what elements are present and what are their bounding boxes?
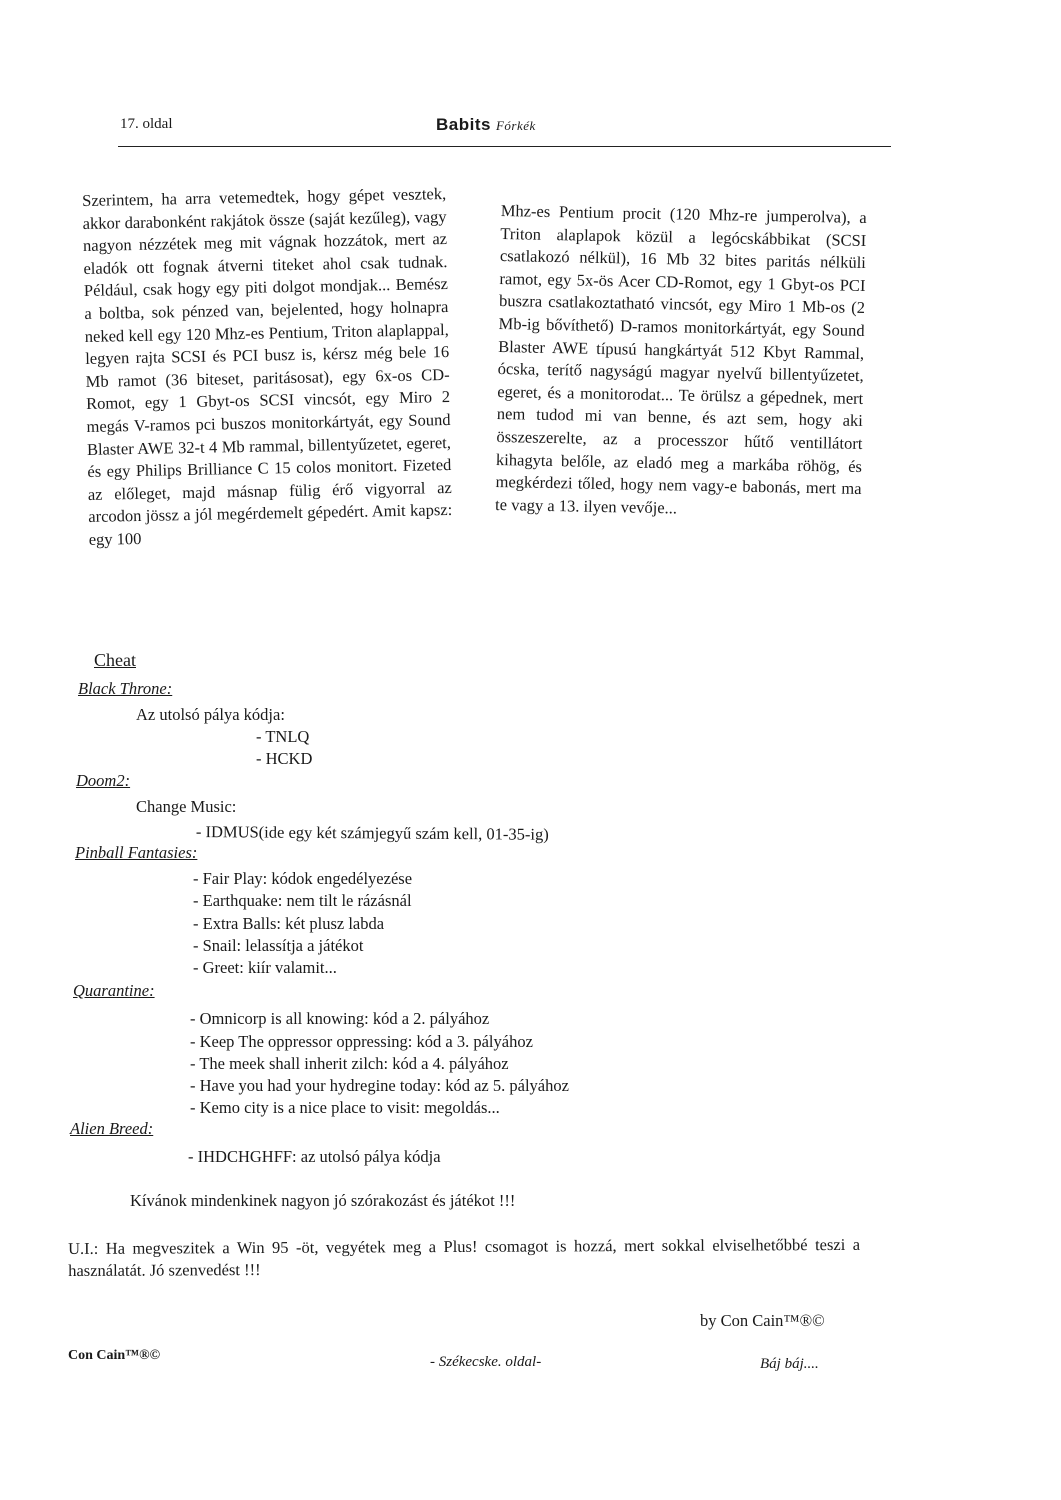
cheat-line: - Extra Balls: két plusz labda	[193, 914, 385, 933]
masthead-script: Fórkék	[495, 118, 536, 133]
byline: by Con Cain™®©	[700, 1311, 825, 1330]
cheat-line: - Earthquake: nem tilt le rázásnál	[193, 891, 412, 910]
cheat-line: - IDMUS(ide egy két számjegyű szám kell, 01-35-ig)	[195, 822, 549, 844]
footer-center: - Székecske. oldal-	[430, 1354, 542, 1370]
game-title-pinball-fantasies: Pinball Fantasies:	[75, 843, 198, 862]
article-right-text: Mhz-es Pentium procit (120 Mhz-re jumperolva), a Triton alaplapok közül a legócskábbikat (SCSI csatlakozó nélkül), 16 Mb 32 bites paritás nélküli ramot, egy 5x-ös Acer CD-Romot, egy 1 Gbyt-os PCI buszra csatlakoztatható vincsót, egy Miro 1 Mb-os (2 Mb-ig bővíthető) D-ramos monitorkártyát, egy Sound Blaster AWE típusú hangkártyát 512 Kbyt Rammal, ócska, terítő nagyságú magyar nyelvű billentyűzetet, egeret, és a monitorodat... Te örülsz a gépednek, mert nem tudod mi van benne, és azt sem, hogy aki összeszerelte, az a processzor hűtő ventillátort kihagyta belőle, az eladó meg a markába röhög, és megkérdezi tőled, hogy nem vagy-e babonás, mert ma te vagy a 13. ilyen vevője...	[494, 200, 867, 518]
cheat-line: - IHDCHGHFF: az utolsó pálya kódja	[188, 1147, 441, 1166]
cheat-line: - Snail: lelassítja a játékot	[193, 936, 364, 955]
cheat-line: - TNLQ	[256, 727, 310, 746]
cheat-line: - Greet: kiír valamit...	[193, 958, 337, 977]
footer-left: Con Cain™®©	[68, 1348, 161, 1363]
closing-line: Kívánok mindenkinek nagyon jó szórakozást és játékot !!!	[130, 1191, 516, 1210]
cheat-line: - Have you had your hydregine today: kód az 5. pályához	[190, 1076, 569, 1095]
postscript: U.I.: Ha megveszitek a Win 95 -öt, vegyétek meg a Plus! csomagot is hozzá, mert sokkal elviselhetőbbé teszi a használatát. Jó szenvedést !!!	[68, 1234, 861, 1280]
game-title-quarantine: Quarantine:	[73, 981, 155, 1000]
cheat-line: - Keep The oppressor oppressing: kód a 3. pályához	[190, 1032, 533, 1051]
cheat-line: Az utolsó pálya kódja:	[136, 705, 285, 724]
cheat-line: - The meek shall inherit zilch: kód a 4. pályához	[190, 1054, 509, 1073]
cheat-line: - Kemo city is a nice place to visit: megoldás...	[190, 1098, 500, 1117]
cheat-title: Cheat	[94, 650, 136, 670]
cheat-line: - Fair Play: kódok engedélyezése	[193, 869, 413, 888]
footer-right: Báj báj....	[760, 1356, 819, 1372]
cheat-line: - HCKD	[256, 749, 313, 768]
cheat-line: Change Music:	[136, 797, 237, 816]
cheat-line: - Omnicorp is all knowing: kód a 2. pályához	[190, 1009, 490, 1028]
masthead-title: Babits	[436, 115, 491, 134]
game-title-alien-breed: Alien Breed:	[70, 1119, 154, 1138]
game-title-black-throne: Black Throne:	[78, 679, 173, 698]
game-title-doom2: Doom2:	[76, 771, 131, 790]
article-left-text: Szerintem, ha arra vetemedtek, hogy gépet vesztek, akkor darabonként rakjátok össze (saját kezűleg), vagy nagyon nézzétek meg mit vágnak hozzátok, mert az eladók ott fognak átverni titeket ahol csak tudnak. Például, csak hogy egy piti dolgot mondjak... Bemész a boltba, sok pénzed van, bejelented, hogy holnapra neked kell egy 120 Mhz-es Pentium, Triton alaplappal, legyen rajta SCSI és PCI busz is, kérsz még bele 16 Mb ramot (36 biteset, paritásosat), egy 6x-os CD-Romot, egy 1 Gbyt-os SCSI vincsót, egy Miro 2 megás V-ramos pci buszos monitorkártyát, egy Sound Blaster AWE 32-t 4 Mb rammal, billentyűzetet, egeret, és egy Philips Brilliance C 15 colos monitort. Fizeted az előleget, majd másnap fülig érő vigyorral az arcodon jössz a jól megérdemelt gépedért. Amit kapsz: egy 100	[82, 184, 453, 549]
page-number: 17. oldal	[120, 116, 173, 132]
